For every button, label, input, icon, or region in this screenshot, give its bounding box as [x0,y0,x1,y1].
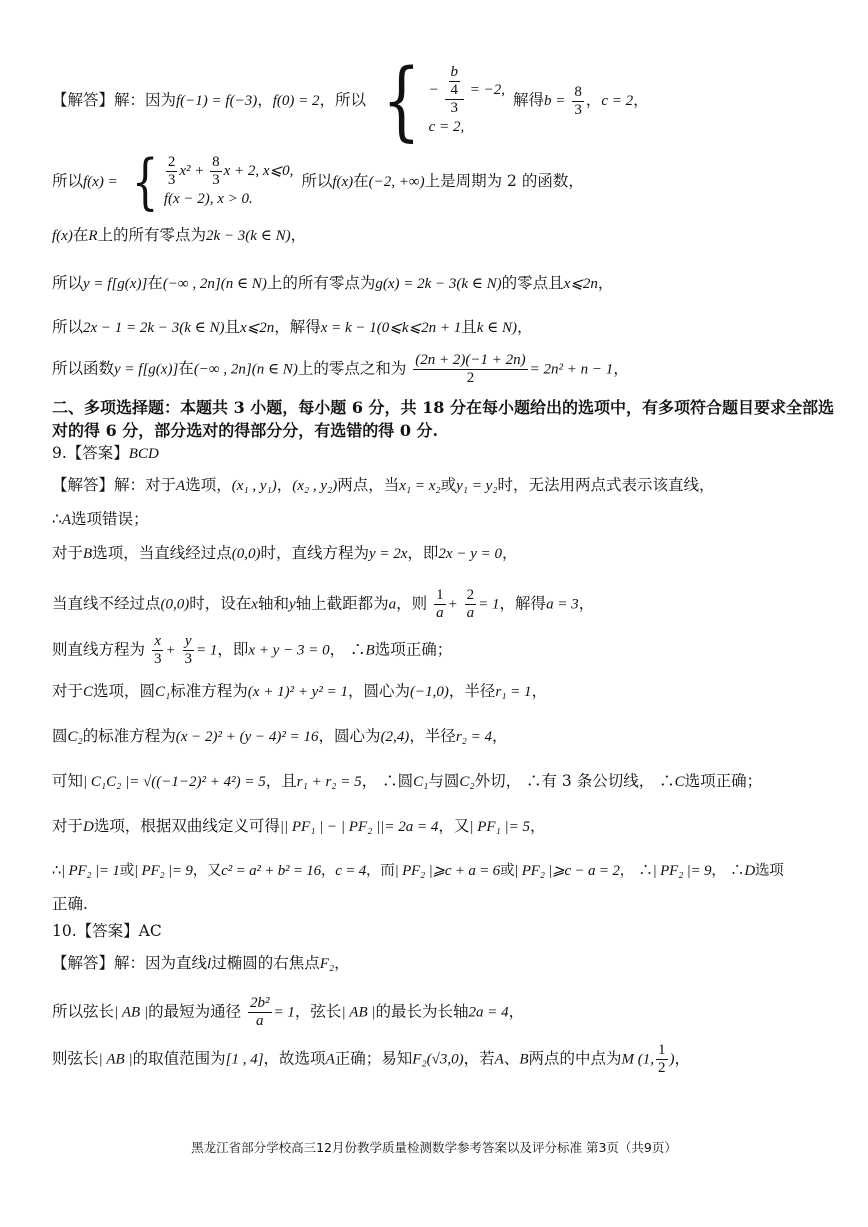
text: 上的零点之和为 [297,359,407,378]
text: 选项， [185,476,232,494]
piece-row-1 [164,154,294,189]
solution-line-2 [52,147,838,217]
math-expr: F₂ [319,956,335,972]
math-expr: x⩽2n [239,320,275,336]
math-expr: | PF₂ |= 9 [134,863,193,879]
math-expr: C₂ [67,729,83,745]
math-expr: C [674,774,685,790]
denominator: 2 [658,1060,666,1076]
math-expr: x = k − 1(0⩽k⩽2n + 1 [320,320,462,336]
text: ，所以 [319,91,367,109]
text: ， [585,91,602,109]
text: ，又 [438,817,470,835]
math-expr: (−2, +∞) [368,174,425,190]
math-expr: C₁ [155,684,171,700]
text: ，而 [366,863,395,879]
denominator: 3 [153,651,162,667]
text: ，且 [265,772,297,790]
text: 所以 [52,274,84,292]
plus-sign: + [447,596,458,613]
text: 【解答】解：因为直线 [52,954,208,972]
math-expr: c² = a² + b² = 16 [221,863,321,879]
text: ， [613,359,629,378]
text: 对于 [52,817,84,835]
text: 则直线方程为 [52,640,146,659]
math-expr: x⩽2n [563,276,598,292]
q9-line-3 [52,542,838,565]
math-expr: (−1,0) [409,684,449,700]
text: ，即 [407,544,439,562]
numerator: 8 [574,83,582,100]
math-expr: D [83,819,94,835]
solution-line-6 [52,352,838,387]
math-expr: = 2n² + n − 1 [529,361,614,378]
piecewise-function [126,147,294,217]
text: 对于 [52,682,84,700]
math-expr: | C₁C₂ |= √((−1−2)² + 4²) = 5 [83,774,266,790]
text: ，解得 [499,594,547,613]
math-expr: f(−1) = f(−3) [176,93,258,109]
math-expr: | AB | [98,1051,133,1068]
denominator: 2 [466,370,475,386]
text: 在 [72,226,89,244]
answer-label: 9.【答案】 [52,444,129,462]
q9-line-1 [52,474,838,497]
left-brace: { [382,51,421,151]
text: ， [334,954,350,972]
text: 选项，当直线经过点 [92,544,232,562]
math-expr: = 1 [196,642,218,659]
text: 轴和 [257,594,289,613]
left-brace: { [131,147,159,217]
numerator: b [450,64,459,80]
text: 对于 [52,544,84,562]
math-expr: x² + [179,162,205,179]
math-expr: = 1 [273,1004,295,1021]
fraction [210,154,222,189]
math-expr: x [251,596,258,613]
text: 所以弦长 [52,1002,115,1021]
text: 则弦长 [52,1049,99,1068]
math-expr: (−∞ , 2n](n ∈ N) [162,276,267,292]
minus-sign: − [428,81,439,98]
text: ，弦长 [294,1002,342,1021]
q9-line-11: 正确. [52,895,88,913]
math-expr: f(0) = 2 [272,93,320,109]
text: 所以 [52,172,84,190]
page-footer: 黑龙江省部分学校高三12月份教学质量检测数学参考答案以及评分标准 第3页（共9页） [191,1140,677,1155]
math-expr: f(x) [332,174,354,190]
math-expr: c = 4 [335,863,367,879]
equation-system [374,51,506,151]
math-expr: x + y − 3 = 0 [248,642,330,659]
math-expr: x₁ = x₂ [399,478,441,494]
math-expr: r₂ = 4 [455,729,493,745]
text: 两点的中点为 [528,1049,622,1068]
numerator: (2n + 2)(−1 + 2n) [415,352,526,368]
math-expr: | AB | [341,1004,376,1021]
math-expr: y = 2x [368,546,408,562]
math-expr: A [494,1051,504,1068]
text: ，半径 [409,727,456,745]
math-expr: | PF₂ |= 9 [652,863,712,879]
text: 、 [503,1049,520,1068]
math-expr: (2,4) [380,729,410,745]
piece-row-2: f(x − 2), x > 0. [163,191,253,207]
text: 时，设在 [189,594,252,613]
text: 且 [224,318,240,336]
text: ，若 [463,1049,495,1068]
math-expr: D [744,863,755,879]
plus-sign: + [165,642,176,659]
q10-line-2 [52,995,838,1030]
text: ， [276,476,293,494]
text: ，圆心为 [318,727,381,745]
math-expr: 2k − 3(k ∈ N) [206,228,291,244]
fraction [572,84,584,119]
math-expr: f(x) = [83,174,118,190]
math-expr: C₂ [459,774,475,790]
math-expr: (x − 2)² + (y − 4)² = 16 [175,729,319,745]
numerator: 8 [212,154,220,170]
text: 选项 [755,863,784,879]
math-expr: 2a = 4 [468,1004,509,1021]
math-expr: B [519,1051,529,1068]
text: 时，直线方程为 [260,544,369,562]
math-expr: | PF₂ |⩾c − a = 2 [514,863,620,879]
text: 选项，根据双曲线定义可得 [93,817,280,835]
denominator: a [256,1013,264,1029]
math-expr: | PF₂ |= 1 [61,863,120,879]
denominator: 3 [574,101,582,118]
math-expr: a [388,596,397,613]
section-heading: 二、多项选择题：本题共 3 小题，每小题 6 分，共 18 分在每小题给出的选项中，有多项符合题目要求全部选对的得 6 分，部分选对的得部分分，有选错的得 0 分. [52,398,834,440]
denominator: a [436,605,444,621]
math-expr: f(x) [52,228,73,244]
numerator: 2b² [250,995,270,1011]
numerator: x [152,633,164,651]
text: ， [501,544,518,562]
therefore-symbol: ∴ [52,863,62,879]
nested-fraction [445,64,465,117]
denominator: 3 [167,172,176,188]
solution-line-1 [52,51,838,151]
q9-line-6 [52,680,838,703]
text: 的标准方程为 [82,727,176,745]
denominator: 3 [184,651,193,667]
text: ，解得 [274,318,321,336]
numerator: 2 [167,154,176,170]
answer-value: AC [138,922,162,940]
text: 标准方程为 [170,682,248,700]
text: 且 [461,318,477,336]
math-expr: R [88,228,98,244]
text: 所以函数 [52,359,115,378]
math-expr: || PF₁ | − | PF₂ ||= 2a = 4 [279,819,439,835]
math-expr: k ∈ N) [476,320,517,336]
fraction [656,1042,668,1077]
math-expr: (x₂ , y₂) [292,478,338,494]
math-expr: = −2, [469,81,506,98]
q9-line-10 [52,860,838,882]
text: ， [633,91,649,109]
math-expr: | AB | [114,1004,149,1021]
text: 在 [353,172,369,190]
math-expr: b = [544,93,566,109]
fraction [465,587,477,622]
text: ， [578,594,595,613]
q9-line-7 [52,725,838,748]
text: 选项正确； [684,772,763,790]
q9-answer-line [52,442,838,465]
solution-line-4 [52,272,838,295]
text: 所以 [301,172,333,190]
text: 当直线不经过点 [52,594,161,613]
text: 两点，当 [337,476,400,494]
system-row-2: c = 2, [428,119,465,135]
math-expr: C₁ [413,774,429,790]
text: ，圆心为 [347,682,410,700]
math-expr: B [83,546,93,562]
text: ， ∴ [619,863,653,879]
text: ， [674,1049,691,1068]
math-expr: A [325,1051,335,1068]
text: 可知 [52,772,84,790]
text: ， [597,274,614,292]
text: 上的所有零点为 [266,274,376,292]
text: ， ∴ [711,863,745,879]
text: ， ∴ [329,640,366,659]
text: 上是周期为 2 的函数， [424,172,584,190]
answer-value: BCD [128,446,159,462]
text: ，则 [396,594,428,613]
text: ， [320,863,336,879]
text: 的最短为通径 [148,1002,242,1021]
math-expr: (x + 1)² + y² = 1 [247,684,348,700]
math-expr: l [207,956,212,972]
text: 或 [119,863,135,879]
math-expr: ) [669,1051,675,1068]
q9-line-9 [52,815,838,838]
q9-line-2 [52,508,838,531]
q9-line-8 [52,770,838,793]
numerator: 1 [436,587,444,603]
text: 解得 [512,91,544,109]
fraction [248,995,272,1030]
text: ， [530,817,546,835]
denominator: a [466,605,475,621]
q9-line-4 [52,587,838,622]
text: 的取值范围为 [132,1049,226,1068]
text: 上的所有零点为 [97,226,207,244]
q10-line-1 [52,952,838,975]
fraction [152,633,164,668]
text: 外切， ∴有 3 条公切线， ∴ [474,772,675,790]
math-expr: | PF₁ |= 5 [469,819,530,835]
text: 在 [178,359,194,378]
text: ， ∴圆 [361,772,414,790]
math-expr: 2x − y = 0 [438,546,502,562]
math-expr: r₁ + r₂ = 5 [296,774,362,790]
math-expr: = 1 [478,596,500,613]
math-expr: y = f[g(x)] [114,361,179,378]
math-expr: [1 , 4] [225,1051,264,1068]
inner-fraction [449,64,461,99]
text: ，即 [217,640,249,659]
math-expr: y [288,596,296,613]
math-expr: g(x) = 2k − 3(k ∈ N) [375,276,502,292]
math-expr: A [176,478,186,494]
text: ， [531,682,548,700]
q10-answer-line [52,920,838,942]
fraction [166,154,178,189]
math-expr: | PF₂ |⩾c + a = 6 [394,863,500,879]
system-row-1 [429,64,505,117]
text: 与圆 [428,772,460,790]
text: 轴上截距都为 [295,594,389,613]
text: ， [517,318,533,336]
math-expr: A [61,512,72,528]
text: 选项，圆 [93,682,156,700]
text: 时，无法用两点式表示该直线， [497,476,715,494]
text: 正确；易知 [334,1049,413,1068]
text: ，又 [192,863,222,879]
math-expr: (x₁ , y₁) [231,478,277,494]
math-expr: F₂(√3,0) [412,1051,464,1068]
solution-line-3 [52,224,838,247]
therefore-symbol: ∴ [52,510,62,528]
numerator: 1 [658,1042,666,1058]
text: ， [492,727,508,745]
math-expr: (0,0) [231,546,261,562]
text: ， [257,91,273,109]
text: 选项错误； [71,510,149,528]
text: 或 [499,863,515,879]
math-expr: y₁ = y₂ [456,478,498,494]
math-expr: C [83,684,94,700]
text: 圆 [52,727,68,745]
text: 【解答】解：对于 [52,476,177,494]
math-expr: a = 3 [546,596,579,613]
denominator: 4 [450,82,459,98]
math-expr: r₁ = 1 [495,684,532,700]
math-expr: (−∞ , 2n](n ∈ N) [193,361,298,378]
q9-line-5 [52,633,838,668]
text: 过椭圆的右焦点 [211,954,320,972]
text: 在 [147,274,163,292]
math-expr: (0,0) [160,596,190,613]
denominator: 3 [450,100,459,116]
math-expr: y = f[g(x)] [83,276,148,292]
solution-text: 【解答】解：因为 [52,91,177,109]
denominator: 3 [212,172,220,188]
text: ，故选项 [263,1049,326,1068]
numerator [445,64,465,100]
fraction [183,633,195,668]
text: ，半径 [448,682,496,700]
text: ， [508,1002,525,1021]
q10-line-3 [52,1042,838,1077]
math-expr: B [365,642,375,659]
fraction [434,587,446,622]
math-expr: x + 2, x⩽0, [223,162,294,179]
text: 的零点且 [501,274,564,292]
answer-label: 10.【答案】 [52,922,139,940]
math-expr: 2x − 1 = 2k − 3(k ∈ N) [83,320,225,336]
text: 选项正确； [374,640,453,659]
text: 或 [440,476,457,494]
text: 的最长为长轴 [375,1002,469,1021]
numerator: y [183,633,195,651]
text: 所以 [52,318,84,336]
text: ， [290,226,307,244]
numerator: 2 [466,587,475,603]
math-expr: M (1, [621,1051,654,1068]
math-expr: c = 2 [601,93,634,109]
solution-line-5 [52,316,838,339]
fraction [413,352,527,387]
